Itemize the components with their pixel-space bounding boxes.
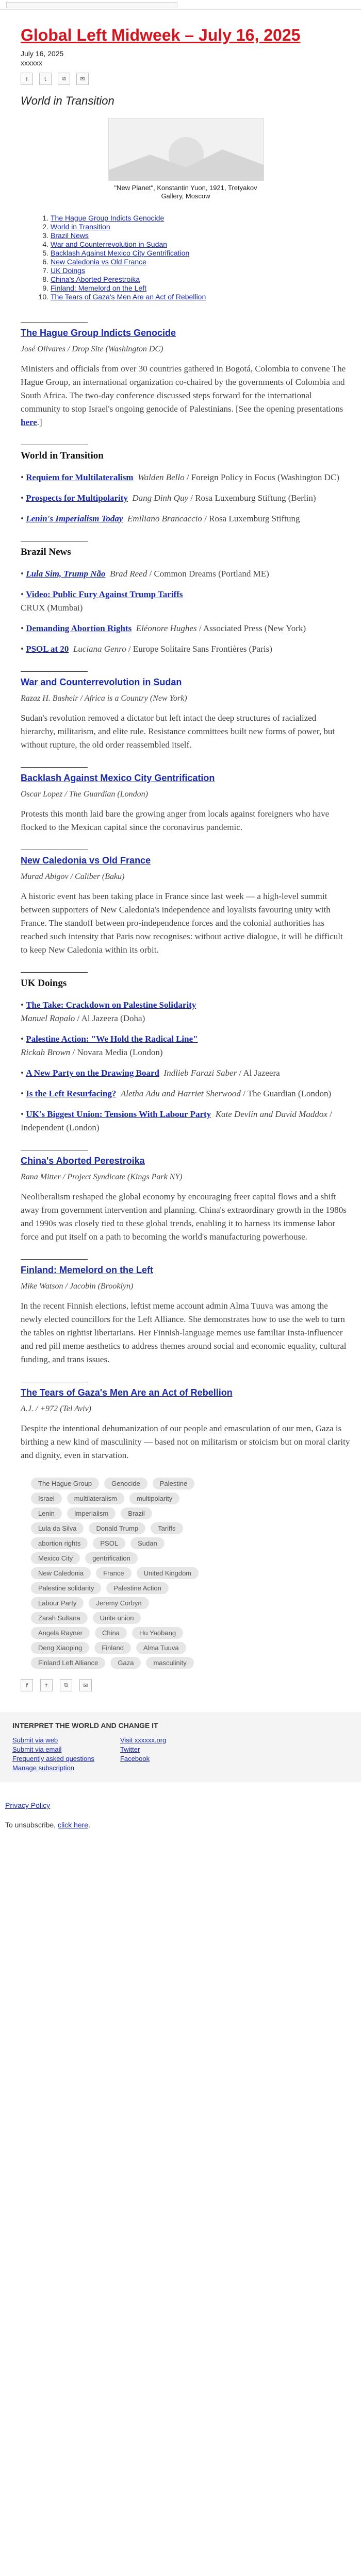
manage-subscription-link[interactable]: Manage subscription (12, 1764, 74, 1772)
article-body-end: .] (37, 417, 42, 427)
item-source: / Rosa Luxemburg Stiftung (Berlin) (188, 493, 316, 503)
list-item: • Lenin's Imperialism Today Emiliano Brancaccio / Rosa Luxemburg Stiftung (21, 514, 300, 523)
article-body-text: Ministers and officials from over 30 countries gathered in Bogotá, Colombia to convene The Hague Group, an international organization co-chaired by the governments of Colombia and South Africa. The two-day conference discussed steps forward for the international community to stop Israel's ongoing genocide of Palestinians. [See the opening presentations (21, 364, 346, 414)
article-body: Neoliberalism reshaped the global economy by encouraging freer capital flows and a shift away from government intervention and planning. China's extraordinary growth in the 1980s and 1990s was closely tied to these global trends, enabling it to harness its immense labor force and put itself on a path to becoming the world's manufacturing powerhouse. (21, 1192, 347, 1242)
item-source: / Common Dreams (Portland ME) (147, 569, 269, 579)
item-source: / The Guardian (London) (240, 1089, 332, 1098)
section-heading: World in Transition (21, 450, 104, 461)
tag-chip[interactable]: Hu Yaobang (132, 1627, 183, 1639)
article-body: A historic event has been taking place in France since last week — a high-level summit between supporters of New Caledonia's independence and loyalists favouring unity with France. The standoff between pro-independence forces and the colonial authorities has reached such intensity that Paris now recognises: without active dialogue, it will be difficult to keep New Caledonia within its orbit. (21, 891, 343, 955)
facebook-icon[interactable] (21, 1679, 33, 1691)
toc-item (51, 293, 351, 301)
item-link[interactable]: Demanding Abortion Rights (26, 623, 132, 633)
tag-chip[interactable]: Deng Xiaoping (31, 1642, 89, 1654)
tag-chip[interactable]: Israel (31, 1493, 62, 1504)
article-body: In the recent Finnish elections, leftist meme account admin Alma Tuuva was among the newly elected councillors for the Left Alliance. She demonstrates how to use the web to turn the tables on rightist libertarians. Her Finnish-language memes use familiar Insta-influencer and red pill meme aesthetics to address themes around social and economic equality, cultural funding, and trans issues. (21, 1301, 347, 1364)
tag-chip[interactable]: The Hague Group (31, 1478, 99, 1489)
tag-chip[interactable]: multipolarity (129, 1493, 179, 1504)
item-link[interactable]: Lenin's Imperialism Today (26, 514, 123, 523)
item-link[interactable]: Palestine Action: "We Hold the Radical Line" (26, 1034, 198, 1044)
list-item: • The Take: Crackdown on Palestine Solidarity Manuel Rapalo / Al Jazeera (Doha) (21, 1000, 196, 1023)
hero-image-icon (108, 118, 264, 181)
item-author: Aletha Adu and Harriet Sherwood (120, 1089, 241, 1098)
article-body: Protests this month laid bare the growing anger from locals against foreigners who have flocked to the Mexican capital since the coronavirus pandemic. (21, 809, 330, 832)
item-source: / Rosa Luxemburg Stiftung (202, 514, 300, 523)
article-body: Sudan's revolution removed a dictator but left intact the deep structures of racialized hierarchy, militarism, and elite rule. Resistance committees built new forms of power, but without rupture, the old order reassembled itself. (21, 713, 335, 750)
item-source: / Independent (London) (21, 1109, 332, 1132)
article-gaza (21, 1382, 351, 1462)
footer-left-col (12, 1736, 94, 1773)
section-heading: UK Doings (21, 978, 67, 989)
item-source: / Associated Press (New York) (196, 623, 306, 633)
article-body: Despite the intentional dehumanization of our people and emasculation of our men, Gaza is birthing a new kind of masculinity — based not on militarism or stoicism but on moral clarity and dignity, even in starvation. (21, 1423, 350, 1460)
item-source: / Europe Solitaire Sans Frontières (Paris) (126, 644, 272, 654)
article-title-link[interactable]: War and Counterrevolution in Sudan (21, 677, 182, 687)
article-byline: Mike Watson / Jacobin (Brooklyn) (21, 1282, 134, 1291)
facebook-icon[interactable] (21, 73, 33, 85)
item-link[interactable]: Video: Public Fury Against Trump Tariffs (26, 589, 183, 599)
twitter-glyph: t (45, 1682, 48, 1689)
browser-top-bar (0, 0, 361, 10)
submit-web-link[interactable]: Submit via web (12, 1736, 58, 1744)
article-title (21, 1265, 351, 1276)
item-source: / Al Jazeera (237, 1068, 280, 1078)
visit-site-link[interactable]: Visit xxxxxx.org (120, 1736, 167, 1744)
hero-caption: "New Planet", Konstantin Yuon, 1921, Tretyakov Gallery, Moscow (114, 184, 257, 200)
link-icon[interactable] (60, 1679, 72, 1691)
link-icon[interactable] (58, 73, 70, 85)
toc-link[interactable]: World in Transition (51, 223, 110, 231)
twitter-icon[interactable] (39, 73, 52, 85)
link-glyph: ⧉ (62, 75, 66, 82)
tag-chip[interactable]: Mexico City (31, 1552, 80, 1564)
divider (21, 671, 88, 672)
toc-item (51, 231, 351, 240)
toc-link[interactable]: The Tears of Gaza's Men Are an Act of Rebellion (51, 293, 206, 301)
toc-item (51, 275, 351, 284)
toc-link[interactable]: War and Counterrevolution in Sudan (51, 240, 167, 248)
share-row (21, 73, 351, 85)
facebook-link[interactable]: Facebook (120, 1755, 150, 1762)
twitter-link[interactable]: Twitter (120, 1745, 140, 1753)
article-body (21, 362, 351, 429)
list-item: • Requiem for Multilateralism Walden Bello / Foreign Policy in Focus (Washington DC) (21, 472, 339, 482)
article-title (21, 677, 351, 688)
article-hague (21, 322, 351, 429)
tag-chip[interactable]: Alma Tuuva (136, 1642, 186, 1654)
tag-chip[interactable]: gentrification (85, 1552, 138, 1564)
article-title (21, 1156, 351, 1166)
divider (21, 322, 88, 323)
tag-chip[interactable]: Finland (94, 1642, 131, 1654)
tag-chip[interactable]: France (96, 1567, 131, 1579)
toc-link[interactable]: Backlash Against Mexico City Gentrification (51, 249, 190, 257)
tag-chip[interactable]: Finland Left Alliance (31, 1657, 105, 1669)
item-author: Kate Devlin and David Maddox (215, 1109, 327, 1119)
tag-chip[interactable]: Angela Rayner (31, 1627, 90, 1639)
article-finland (21, 1259, 351, 1366)
toc-item (51, 266, 351, 275)
tag-chip[interactable]: Sudan (130, 1537, 165, 1549)
article-byline: A.J. / +972 (Tel Aviv) (21, 1404, 91, 1413)
tag-chip[interactable]: Palestine (153, 1478, 194, 1489)
list-item: • A New Party on the Drawing Board Indlieb Farazi Saber / Al Jazeera (21, 1068, 280, 1078)
article-byline: Rana Mitter / Project Syndicate (Kings Park NY) (21, 1173, 183, 1181)
issue-date: July 16, 2025 (21, 49, 64, 58)
divider (21, 972, 88, 973)
here-link[interactable]: here (21, 417, 37, 427)
item-author: Eléonore Hughes (136, 623, 197, 633)
item-link[interactable]: Lula Sim, Trump Não (26, 569, 106, 579)
item-link[interactable]: PSOL at 20 (26, 644, 69, 654)
tag-chip[interactable]: PSOL (93, 1537, 125, 1549)
list-item: • Palestine Action: "We Hold the Radical Line" Rickah Brown / Novara Media (London) (21, 1034, 198, 1057)
privacy-link[interactable]: Privacy Policy (5, 1801, 51, 1809)
tag-chip[interactable]: Tariffs (151, 1522, 183, 1534)
toc-item (51, 249, 351, 258)
facebook-glyph: f (26, 1682, 28, 1689)
tag-chip[interactable]: Brazil (121, 1507, 152, 1519)
item-author: Manuel Rapalo (21, 1013, 75, 1023)
item-author: Walden Bello (138, 472, 185, 482)
tag-chip[interactable]: China (95, 1627, 127, 1639)
tag-chip[interactable]: multilateralism (67, 1493, 124, 1504)
newsletter (21, 10, 351, 1691)
item-source: / Al Jazeera (Doha) (75, 1013, 145, 1023)
toc-link[interactable]: The Hague Group Indicts Genocide (51, 214, 165, 222)
item-author: Brad Reed (110, 569, 147, 579)
toc-link[interactable]: UK Doings (51, 266, 85, 275)
item-link[interactable]: UK's Biggest Union: Tensions With Labour Party (26, 1109, 211, 1119)
article-title-link[interactable]: Backlash Against Mexico City Gentrification (21, 773, 215, 783)
article-caledonia (21, 850, 351, 957)
tag-chip[interactable]: Palestine Action (106, 1582, 169, 1594)
intro-heading: World in Transition (21, 94, 114, 107)
article-title-link[interactable]: New Caledonia vs Old France (21, 855, 151, 866)
article-title (21, 855, 351, 866)
article-mexico (21, 767, 351, 834)
list-item: • PSOL at 20 Luciana Genro / Europe Solitaire Sans Frontières (Paris) (21, 644, 272, 654)
toc-item (51, 214, 351, 223)
item-author: Luciana Genro (73, 644, 126, 654)
article-byline: Oscar Lopez / The Guardian (London) (21, 790, 148, 799)
divider (21, 767, 88, 768)
toc-link[interactable]: New Caledonia vs Old France (51, 258, 146, 266)
footer-heading: INTERPRET THE WORLD AND CHANGE IT (12, 1721, 158, 1730)
toc-item (51, 223, 351, 231)
section-uk (21, 972, 351, 1134)
bottom-share-row (21, 1679, 351, 1691)
item-link[interactable]: The Take: Crackdown on Palestine Solidarity (26, 1000, 196, 1010)
tag-chip[interactable]: abortion rights (31, 1537, 88, 1549)
email-icon[interactable] (79, 1679, 92, 1691)
article-title (21, 1387, 351, 1398)
item-source: / Foreign Policy in Focus (Washington DC) (184, 472, 339, 482)
tag-chip[interactable]: Zarah Sultana (31, 1612, 88, 1624)
twitter-glyph: t (44, 75, 47, 82)
list-item: • UK's Biggest Union: Tensions With Labour Party Kate Devlin and David Maddox / Independent (London) (21, 1109, 332, 1132)
address-placeholder (6, 2, 177, 8)
item-link[interactable]: Is the Left Resurfacing? (26, 1089, 117, 1098)
toc-link[interactable]: Brazil News (51, 231, 89, 240)
list-item: • Lula Sim, Trump Não Brad Reed / Common Dreams (Portland ME) (21, 569, 269, 579)
unsubscribe-line (5, 1819, 361, 1831)
email-icon[interactable] (76, 73, 89, 85)
unsubscribe-end: . (88, 1821, 90, 1829)
list-item: • Is the Left Resurfacing? Aletha Adu and Harriet Sherwood / The Guardian (London) (21, 1089, 332, 1098)
tag-list (31, 1478, 201, 1669)
article-byline: Razaz H. Basheir / Africa is a Country (New York) (21, 694, 187, 703)
item-author: Indlieb Farazi Saber (163, 1068, 237, 1078)
article-byline: José Olivares / Drop Site (Washington DC) (21, 345, 163, 353)
item-source: CRUX (Mumbai) (21, 603, 83, 613)
issue-author: xxxxxx (21, 59, 42, 67)
section-heading: Brazil News (21, 547, 71, 557)
footer-box (0, 1712, 361, 1782)
footer-right-col (120, 1736, 166, 1773)
article-title-link[interactable]: The Hague Group Indicts Genocide (21, 328, 176, 338)
toc-link[interactable]: Finland: Memelord on the Left (51, 284, 146, 292)
link-glyph: ⧉ (64, 1682, 68, 1688)
tag-chip[interactable]: Gaza (110, 1657, 141, 1669)
article-title (21, 328, 351, 338)
page-title[interactable]: Global Left Midweek – July 16, 2025 (21, 26, 301, 44)
item-link[interactable]: Prospects for Multipolarity (26, 493, 128, 503)
email-glyph: ✉ (83, 1682, 88, 1689)
tag-chip[interactable]: Labour Party (31, 1597, 84, 1609)
item-link[interactable]: Requiem for Multilateralism (26, 472, 134, 482)
facebook-glyph: f (26, 75, 28, 82)
section-world (21, 445, 351, 526)
email-glyph: ✉ (80, 75, 85, 82)
tag-chip[interactable]: Genocide (104, 1478, 147, 1489)
tag-chip[interactable]: Imperialism (67, 1507, 116, 1519)
toc-item (51, 258, 351, 266)
footer-columns (12, 1736, 349, 1773)
item-author: Dang Dinh Quy (132, 493, 188, 503)
tag-chip[interactable]: Donald Trump (89, 1522, 145, 1534)
item-source: / Novara Media (London) (70, 1047, 163, 1057)
hero-figure (108, 118, 263, 200)
item-author: Emiliano Brancaccio (127, 514, 202, 523)
faq-link[interactable]: Frequently asked questions (12, 1755, 94, 1762)
tag-chip[interactable]: New Caledonia (31, 1567, 91, 1579)
tag-chip[interactable]: Lula da Silva (31, 1522, 84, 1534)
section-brazil (21, 541, 351, 656)
tag-chip[interactable]: Lenin (31, 1507, 62, 1519)
table-of-contents (40, 214, 351, 301)
tag-chip[interactable]: Palestine solidarity (31, 1582, 101, 1594)
article-sudan (21, 671, 351, 752)
list-item: • Demanding Abortion Rights Eléonore Hughes / Associated Press (New York) (21, 623, 306, 633)
issue-meta (21, 49, 351, 67)
twitter-icon[interactable] (40, 1679, 53, 1691)
item-link[interactable]: A New Party on the Drawing Board (26, 1068, 159, 1078)
tag-chip[interactable]: Jeremy Corbyn (89, 1597, 149, 1609)
article-title (21, 773, 351, 784)
tag-chip[interactable]: masculinity (146, 1657, 193, 1669)
divider (21, 1259, 88, 1260)
article-title-link[interactable]: China's Aborted Perestroika (21, 1156, 145, 1166)
tag-chip[interactable]: Unite union (93, 1612, 141, 1624)
article-china (21, 1150, 351, 1244)
unsubscribe-link[interactable]: click here (57, 1821, 89, 1829)
article-title-link[interactable]: Finland: Memelord on the Left (21, 1265, 153, 1275)
article-title-link[interactable]: The Tears of Gaza's Men Are an Act of Rebellion (21, 1387, 233, 1398)
toc-item (51, 284, 351, 293)
list-item: • Video: Public Fury Against Trump Tariffs CRUX (Mumbai) (21, 589, 183, 613)
item-author: Rickah Brown (21, 1047, 71, 1057)
tag-chip[interactable]: United Kingdom (137, 1567, 199, 1579)
submit-email-link[interactable]: Submit via email (12, 1745, 62, 1753)
footer-links (5, 1800, 361, 1831)
list-item: • Prospects for Multipolarity Dang Dinh Quy / Rosa Luxemburg Stiftung (Berlin) (21, 493, 316, 503)
toc-link[interactable]: China's Aborted Perestroika (51, 275, 140, 283)
unsubscribe-text: To unsubscribe, (5, 1821, 58, 1829)
article-byline: Murad Abigov / Caliber (Baku) (21, 872, 125, 881)
toc-item (51, 240, 351, 249)
